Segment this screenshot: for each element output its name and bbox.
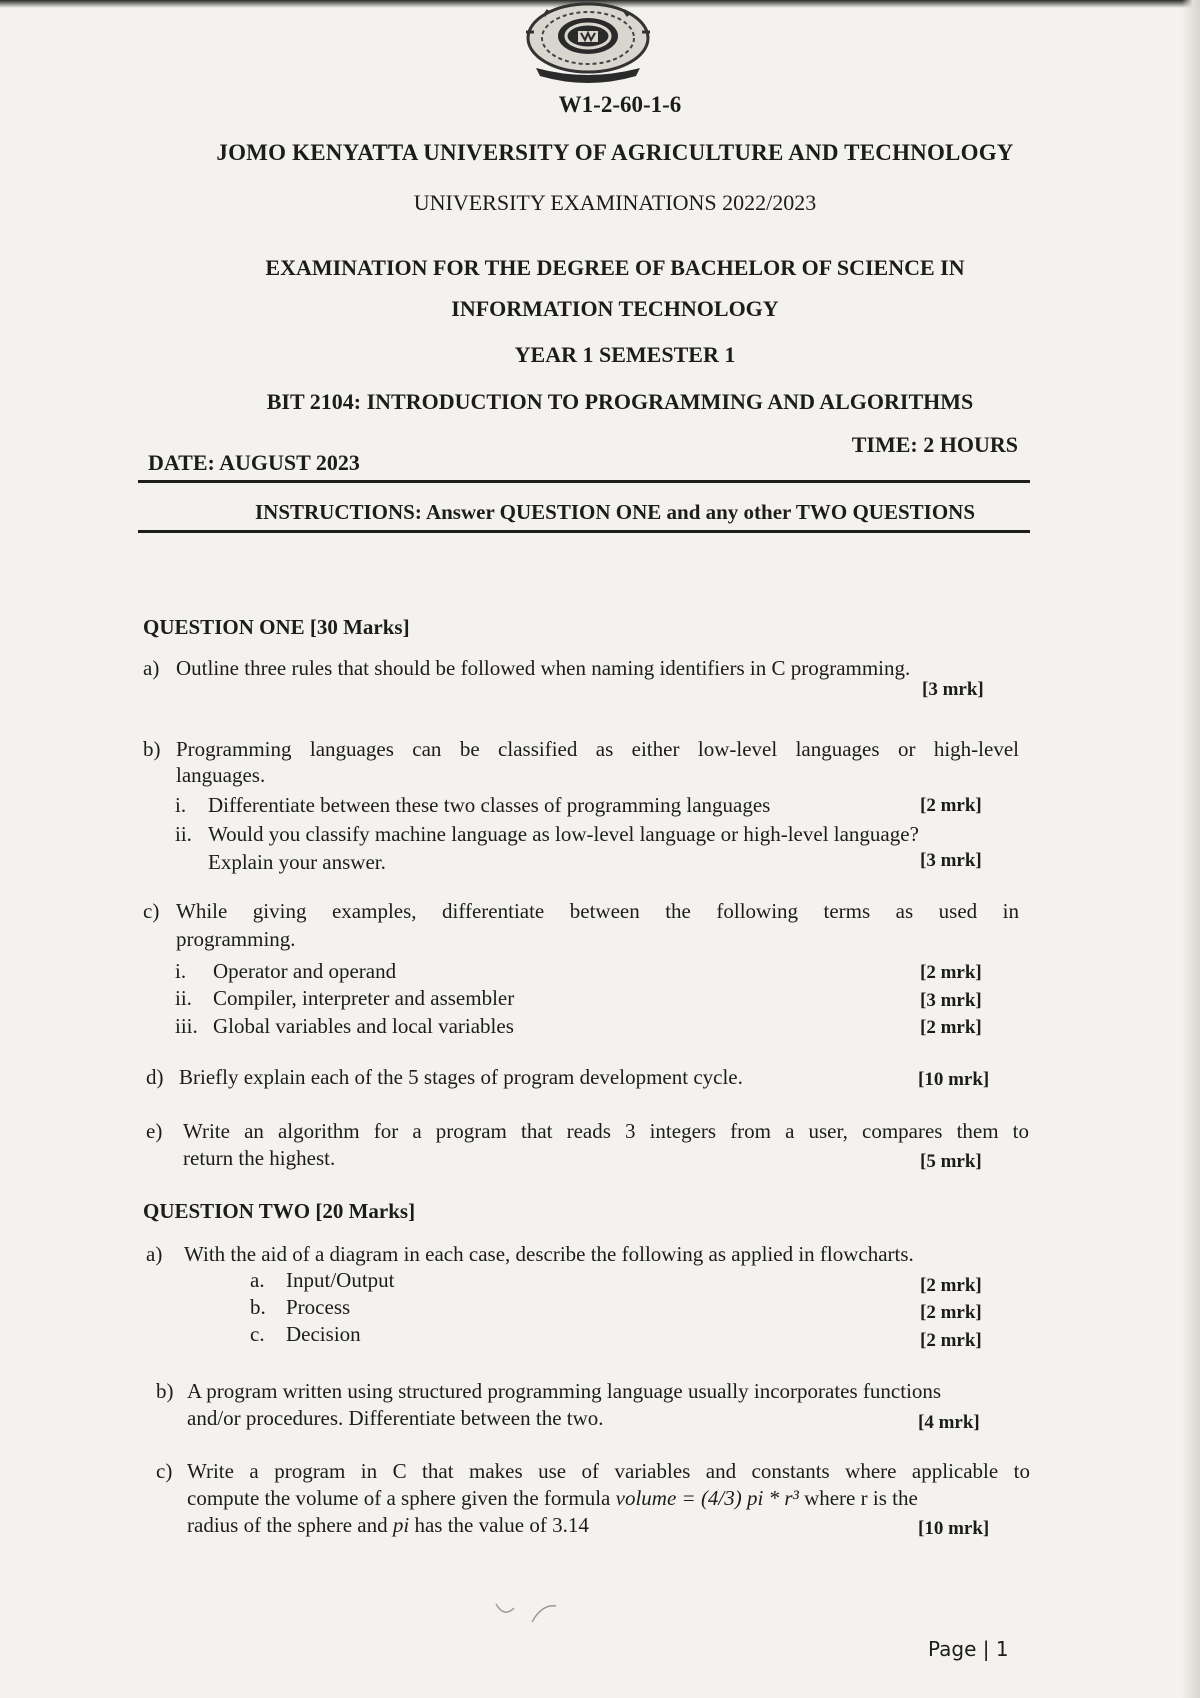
mark-allocation: [2 mrk] bbox=[920, 1017, 982, 1038]
text-segment: has the value of 3.14 bbox=[409, 1513, 589, 1537]
item-label: iii. bbox=[175, 1014, 198, 1038]
item-label: c. bbox=[250, 1322, 265, 1346]
mark-allocation: [2 mrk] bbox=[920, 1330, 982, 1351]
item-text-line bbox=[187, 1485, 918, 1511]
mark-allocation: [5 mrk] bbox=[920, 1151, 982, 1172]
mark-allocation: [3 mrk] bbox=[920, 990, 982, 1011]
item-label: a. bbox=[250, 1268, 265, 1292]
item-text: With the aid of a diagram in each case, describe the following as applied in flowcharts. bbox=[184, 1242, 914, 1266]
mark-allocation: [2 mrk] bbox=[920, 962, 982, 983]
item-label: ii. bbox=[175, 822, 192, 846]
item-text-line: and/or procedures. Differentiate between the two. bbox=[187, 1406, 604, 1430]
pi-symbol: pi bbox=[392, 1513, 410, 1537]
sphere-volume-formula: volume = (4/3) pi * r³ bbox=[615, 1486, 799, 1510]
page-number: Page | 1 bbox=[928, 1637, 1009, 1661]
question-one-title: QUESTION ONE [30 Marks] bbox=[143, 615, 410, 639]
pen-mark bbox=[492, 1598, 562, 1628]
question-two-title: QUESTION TWO [20 Marks] bbox=[143, 1199, 416, 1223]
item-text-line: programming. bbox=[176, 927, 296, 951]
item-text-line: Explain your answer. bbox=[208, 850, 386, 874]
item-text-line: While giving examples, differentiate between the following terms as used in bbox=[176, 899, 1019, 923]
item-text-line: Write a program in C that makes use of variables and constants where applicable to bbox=[187, 1459, 1030, 1483]
item-text: Operator and operand bbox=[213, 959, 397, 983]
mark-allocation: [2 mrk] bbox=[920, 795, 982, 816]
item-text-line bbox=[187, 1512, 589, 1538]
item-label: b. bbox=[250, 1295, 266, 1319]
degree-line-1: EXAMINATION FOR THE DEGREE OF BACHELOR OF SCIENCE IN bbox=[265, 255, 965, 280]
item-label: i. bbox=[175, 959, 187, 983]
item-label: b) bbox=[143, 737, 161, 761]
exam-session: UNIVERSITY EXAMINATIONS 2022/2023 bbox=[413, 190, 817, 215]
item-label: e) bbox=[146, 1119, 163, 1143]
item-text-line: Programming languages can be classified as either low-level languages or high-level bbox=[176, 737, 1019, 761]
item-text-line: return the highest. bbox=[183, 1146, 336, 1170]
item-label: a) bbox=[143, 656, 160, 680]
item-label: d) bbox=[146, 1065, 164, 1089]
item-label: ii. bbox=[175, 986, 192, 1010]
item-label: c) bbox=[156, 1459, 173, 1483]
text-segment: radius of the sphere and bbox=[187, 1513, 393, 1537]
exam-code: W1-2-60-1-6 bbox=[558, 92, 682, 117]
course-title: BIT 2104: INTRODUCTION TO PROGRAMMING AND ALGORITHMS bbox=[266, 389, 974, 414]
mark-allocation: [2 mrk] bbox=[920, 1302, 982, 1323]
item-text-line: Would you classify machine language as low-level language or high-level language? bbox=[208, 822, 919, 846]
item-text: Compiler, interpreter and assembler bbox=[213, 986, 515, 1010]
degree-line-2: INFORMATION TECHNOLOGY bbox=[451, 296, 779, 321]
item-label: a) bbox=[146, 1242, 163, 1266]
mark-allocation: [3 mrk] bbox=[920, 850, 982, 871]
divider-line bbox=[138, 530, 1030, 533]
item-label: i. bbox=[175, 793, 187, 817]
item-text: Outline three rules that should be followed when naming identifiers in C programming. bbox=[176, 656, 911, 680]
mark-allocation: [4 mrk] bbox=[918, 1412, 980, 1433]
item-text: Input/Output bbox=[286, 1268, 395, 1292]
mark-allocation: [10 mrk] bbox=[918, 1518, 990, 1539]
text-segment: compute the volume of a sphere given the formula bbox=[187, 1486, 616, 1510]
item-text: Global variables and local variables bbox=[213, 1014, 514, 1038]
item-text: Briefly explain each of the 5 stages of program development cycle. bbox=[179, 1065, 743, 1089]
mark-allocation: [3 mrk] bbox=[922, 679, 984, 700]
divider-line bbox=[138, 480, 1030, 483]
university-name: JOMO KENYATTA UNIVERSITY OF AGRICULTURE AND TECHNOLOGY bbox=[216, 140, 1014, 165]
mark-allocation: [2 mrk] bbox=[920, 1275, 982, 1296]
item-text-line: Write an algorithm for a program that reads 3 integers from a user, compares them to bbox=[183, 1119, 1029, 1143]
item-text-line: languages. bbox=[176, 763, 266, 787]
item-text-line: A program written using structured programming language usually incorporates functions bbox=[187, 1379, 942, 1403]
exam-time: TIME: 2 HOURS bbox=[851, 432, 1018, 457]
item-text: Decision bbox=[286, 1322, 361, 1346]
exam-date: DATE: AUGUST 2023 bbox=[148, 450, 360, 475]
item-label: b) bbox=[156, 1379, 174, 1403]
year-semester: YEAR 1 SEMESTER 1 bbox=[514, 342, 736, 367]
text-segment: where r is the bbox=[798, 1486, 918, 1510]
item-text: Process bbox=[286, 1295, 351, 1319]
university-seal-logo bbox=[514, 2, 662, 88]
item-label: c) bbox=[143, 899, 160, 923]
item-text: Differentiate between these two classes of programming languages bbox=[208, 793, 771, 817]
instructions: INSTRUCTIONS: Answer QUESTION ONE and any other TWO QUESTIONS bbox=[254, 500, 975, 524]
mark-allocation: [10 mrk] bbox=[918, 1069, 990, 1090]
